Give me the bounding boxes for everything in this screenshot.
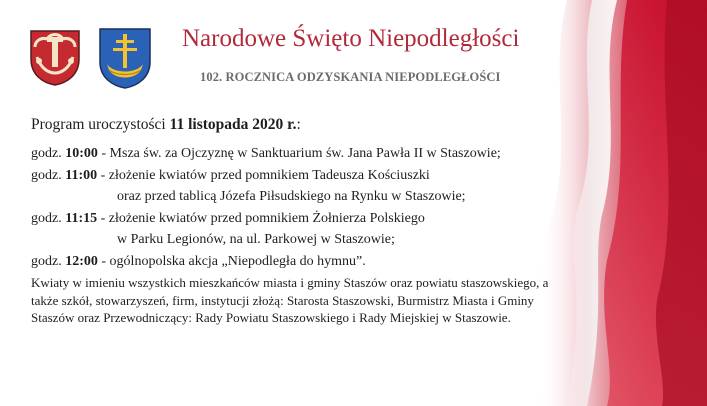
flag-ribbon xyxy=(507,0,707,406)
program-date: 11 listopada 2020 r. xyxy=(169,116,297,133)
event-list xyxy=(31,143,501,272)
event-time: 11:15 xyxy=(65,210,98,226)
event-item xyxy=(31,143,501,165)
event-text: - ogólnopolska akcja „Niepodległa do hymnu”. xyxy=(97,253,366,269)
program-suffix: : xyxy=(296,116,301,133)
event-text: - złożenie kwiatów przed pomnikiem Tadeusza Kościuszki xyxy=(97,167,430,183)
event-text: w Parku Legionów, na ul. Parkowej w Staszowie; xyxy=(117,232,395,247)
event-item xyxy=(31,208,501,230)
county-coat-of-arms-icon xyxy=(97,26,153,90)
event-item-continuation xyxy=(31,229,501,251)
event-time: 11:00 xyxy=(65,167,98,183)
program-heading xyxy=(31,116,301,134)
event-prefix: godz. xyxy=(31,146,66,161)
city-coat-of-arms-icon xyxy=(27,27,83,87)
event-prefix: godz. xyxy=(31,253,66,269)
event-item-continuation xyxy=(31,186,501,208)
event-text: - złożenie kwiatów przed pomnikiem Żołnierza Polskiego xyxy=(97,210,425,226)
event-prefix: godz. xyxy=(31,167,66,183)
event-time: 10:00 xyxy=(65,146,98,161)
event-text: oraz przed tablicą Józefa Piłsudskiego na Rynku w Staszowie; xyxy=(117,189,466,204)
page-subtitle: 102. ROCZNICA ODZYSKANIA NIEPODLEGŁOŚCI xyxy=(200,70,501,84)
program-intro: Program uroczystości xyxy=(31,116,170,133)
page-title: Narodowe Święto Niepodległości xyxy=(182,25,520,52)
flowers-note: Kwiaty w imieniu wszystkich mieszkańców miasta i gminy Staszów oraz powiatu staszowskiego, a także szkół, stowarzyszeń, firm, instytucji złożą: Starosta Staszowski, Burmistrz Miasta i Gminy Staszów oraz Przewodniczący: Rady Powiatu Staszowskiego i Rady Miejskiej w Staszowie. xyxy=(31,275,549,326)
event-prefix: godz. xyxy=(31,210,66,226)
event-time: 12:00 xyxy=(65,253,98,269)
event-item xyxy=(31,251,501,273)
event-item xyxy=(31,165,501,187)
event-text: - Msza św. za Ojczyznę w Sanktuarium św. Jana Pawła II w Staszowie; xyxy=(97,146,501,161)
